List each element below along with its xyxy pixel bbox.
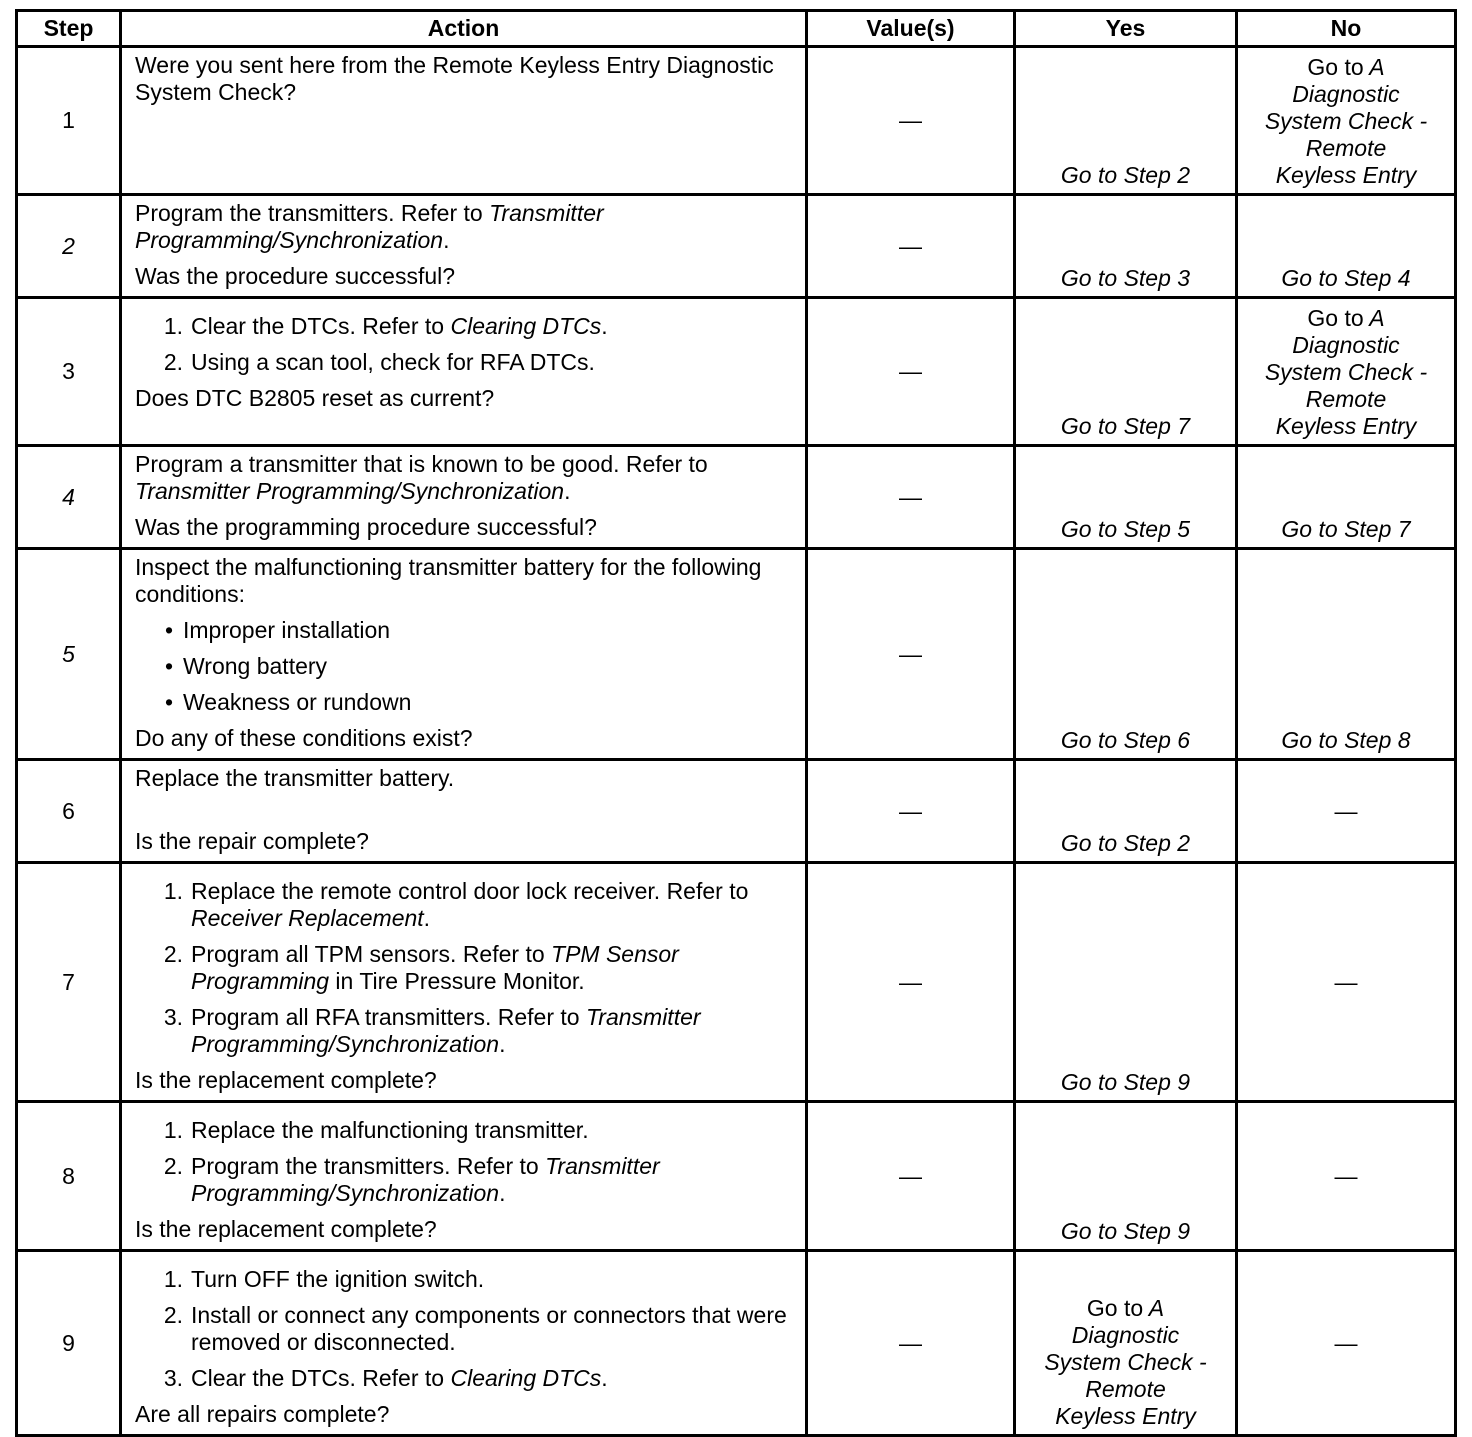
step-number: 2 (17, 195, 121, 298)
yes-cell (1015, 760, 1237, 863)
value-cell: — (807, 298, 1015, 446)
list-item: 2. Program all TPM sensors. Refer to TPM Sensor Programming in Tire Pressure Monitor. (163, 941, 679, 994)
table-row-step-8 (17, 1102, 1456, 1251)
diagnostic-table (15, 9, 1457, 1437)
step-number: 7 (17, 863, 121, 1102)
list-item: 3. Program all RFA transmitters. Refer to Transmitter Programming/Synchronization. (163, 1004, 701, 1057)
goto-line-2: Diagnostic (1292, 81, 1400, 107)
yes-cell (1015, 1251, 1237, 1436)
header-no: No (1237, 11, 1456, 47)
yes-cell (1015, 195, 1237, 298)
reference-link[interactable]: Transmitter Programming/Synchronization (135, 200, 604, 253)
table-row-step-7 (17, 863, 1456, 1102)
yes-cell (1015, 1102, 1237, 1251)
no-goto-link[interactable]: Go to Step 4 (1281, 265, 1411, 291)
value-cell: — (807, 1102, 1015, 1251)
action-cell (121, 47, 807, 195)
goto-line-4: Remote (1305, 135, 1387, 161)
table-row-step-2 (17, 195, 1456, 298)
list-item: 1. Turn OFF the ignition switch. (163, 1266, 485, 1292)
list-item: 1. Replace the remote control door lock receiver. Refer to Receiver Replacement. (163, 878, 749, 931)
list-item: • Wrong battery (164, 653, 328, 679)
yes-cell (1015, 863, 1237, 1102)
header-step: Step (17, 11, 121, 47)
no-cell (1237, 195, 1456, 298)
no-cell (1237, 549, 1456, 760)
action-cell (121, 760, 807, 863)
no-cell: — (1237, 863, 1456, 1102)
yes-goto-link[interactable]: Go to Step 3 (1060, 265, 1191, 291)
header-yes: Yes (1015, 11, 1237, 47)
no-goto-link[interactable]: Go to Step 8 (1281, 727, 1411, 753)
step-number: 3 (17, 298, 121, 446)
action-cell (121, 298, 807, 446)
value-cell: — (807, 47, 1015, 195)
reference-link[interactable]: Clearing DTCs (450, 1365, 602, 1391)
list-item: 1. Replace the malfunctioning transmitter. (163, 1117, 589, 1143)
action-question: Does DTC B2805 reset as current? (135, 385, 495, 411)
table-row-step-3 (17, 298, 1456, 446)
action-question: Was the procedure successful? (135, 263, 456, 289)
no-goto-diagnostic-link[interactable] (1238, 54, 1454, 189)
action-cell (121, 446, 807, 549)
action-cell (121, 549, 807, 760)
action-steps (135, 313, 793, 376)
table-row-step-9 (17, 1251, 1456, 1436)
reference-link[interactable]: TPM Sensor Programming (191, 941, 679, 994)
step-number: 6 (17, 760, 121, 863)
reference-link[interactable]: Transmitter Programming/Synchronization (191, 1004, 701, 1057)
header-row (17, 11, 1456, 47)
yes-goto-link[interactable]: Go to Step 2 (1060, 830, 1191, 856)
reference-link[interactable]: Transmitter Programming/Synchronization (135, 478, 565, 504)
action-cell (121, 1251, 807, 1436)
action-question: Is the repair complete? (135, 828, 369, 854)
goto-line-5: Keyless Entry (1275, 162, 1417, 188)
action-steps (135, 878, 793, 1058)
action-text: Program the transmitters. Refer to Transmitter Programming/Synchronization. (135, 200, 604, 253)
no-cell (1237, 47, 1456, 195)
header-values: Value(s) (807, 11, 1015, 47)
value-cell: — (807, 549, 1015, 760)
action-text: Inspect the malfunctioning transmitter battery for the following conditions: (135, 554, 762, 607)
yes-goto-link[interactable]: Go to Step 9 (1060, 1218, 1191, 1244)
step-number: 9 (17, 1251, 121, 1436)
table-row-step-1 (17, 47, 1456, 195)
list-item: 3. Clear the DTCs. Refer to Clearing DTCs. (163, 1365, 608, 1391)
header-action: Action (121, 11, 807, 47)
yes-goto-link[interactable]: Go to Step 2 (1060, 162, 1191, 188)
action-cell (121, 195, 807, 298)
no-cell: — (1237, 1102, 1456, 1251)
goto-line-3: System Check - (1264, 108, 1428, 134)
yes-goto-link[interactable]: Go to Step 9 (1060, 1069, 1191, 1095)
value-cell: — (807, 760, 1015, 863)
reference-link[interactable]: Receiver Replacement (191, 905, 424, 931)
table-row-step-6 (17, 760, 1456, 863)
action-text: Replace the transmitter battery. (135, 765, 455, 791)
list-item: 2. Using a scan tool, check for RFA DTCs. (163, 349, 595, 375)
table-row-step-4 (17, 446, 1456, 549)
goto-word: Go to (1307, 54, 1364, 80)
goto-a: A (1369, 54, 1385, 80)
yes-cell (1015, 549, 1237, 760)
table-row-step-5 (17, 549, 1456, 760)
value-cell: — (807, 446, 1015, 549)
action-text: Were you sent here from the Remote Keyless Entry Diagnostic System Check? (135, 52, 774, 105)
action-steps (135, 1266, 793, 1392)
action-cell (121, 863, 807, 1102)
action-cell (121, 1102, 807, 1251)
yes-goto-link[interactable]: Go to Step 7 (1060, 413, 1191, 439)
condition-list (135, 617, 793, 716)
action-question: Is the replacement complete? (135, 1216, 437, 1242)
value-cell: — (807, 1251, 1015, 1436)
action-question: Are all repairs complete? (135, 1401, 390, 1427)
yes-cell (1015, 47, 1237, 195)
no-goto-link[interactable]: Go to Step 7 (1281, 516, 1411, 542)
yes-goto-link[interactable]: Go to Step 6 (1060, 727, 1191, 753)
yes-goto-link[interactable]: Go to Step 5 (1060, 516, 1191, 542)
reference-link[interactable]: Transmitter Programming/Synchronization (191, 1153, 660, 1206)
list-item: 2. Install or connect any components or connectors that were removed or disconnected. (163, 1302, 787, 1355)
list-item: 1. Clear the DTCs. Refer to Clearing DTCs. (163, 313, 608, 339)
no-goto-diagnostic-link[interactable]: Go to A Diagnostic System Check - Remote Keyless Entry (1264, 305, 1428, 439)
action-question: Was the programming procedure successful? (135, 514, 597, 540)
value-cell: — (807, 195, 1015, 298)
step-number: 1 (17, 47, 121, 195)
no-cell (1237, 446, 1456, 549)
list-item: • Improper installation (164, 617, 391, 643)
no-cell: — (1237, 1251, 1456, 1436)
action-text: Program a transmitter that is known to be good. Refer to Transmitter Programming/Synchronization. (135, 451, 708, 504)
action-question: Do any of these conditions exist? (135, 725, 473, 751)
step-number: 4 (17, 446, 121, 549)
action-steps (135, 1117, 793, 1207)
yes-cell (1015, 298, 1237, 446)
no-cell (1237, 298, 1456, 446)
list-item: • Weakness or rundown (164, 689, 412, 715)
step-number: 5 (17, 549, 121, 760)
no-cell: — (1237, 760, 1456, 863)
reference-link[interactable]: Clearing DTCs (450, 313, 602, 339)
list-item: 2. Program the transmitters. Refer to Transmitter Programming/Synchronization. (163, 1153, 660, 1206)
yes-cell (1015, 446, 1237, 549)
action-question: Is the replacement complete? (135, 1067, 437, 1093)
yes-goto-diagnostic-link[interactable]: Go to A Diagnostic System Check - Remote Keyless Entry (1044, 1295, 1207, 1429)
value-cell: — (807, 863, 1015, 1102)
step-number: 8 (17, 1102, 121, 1251)
